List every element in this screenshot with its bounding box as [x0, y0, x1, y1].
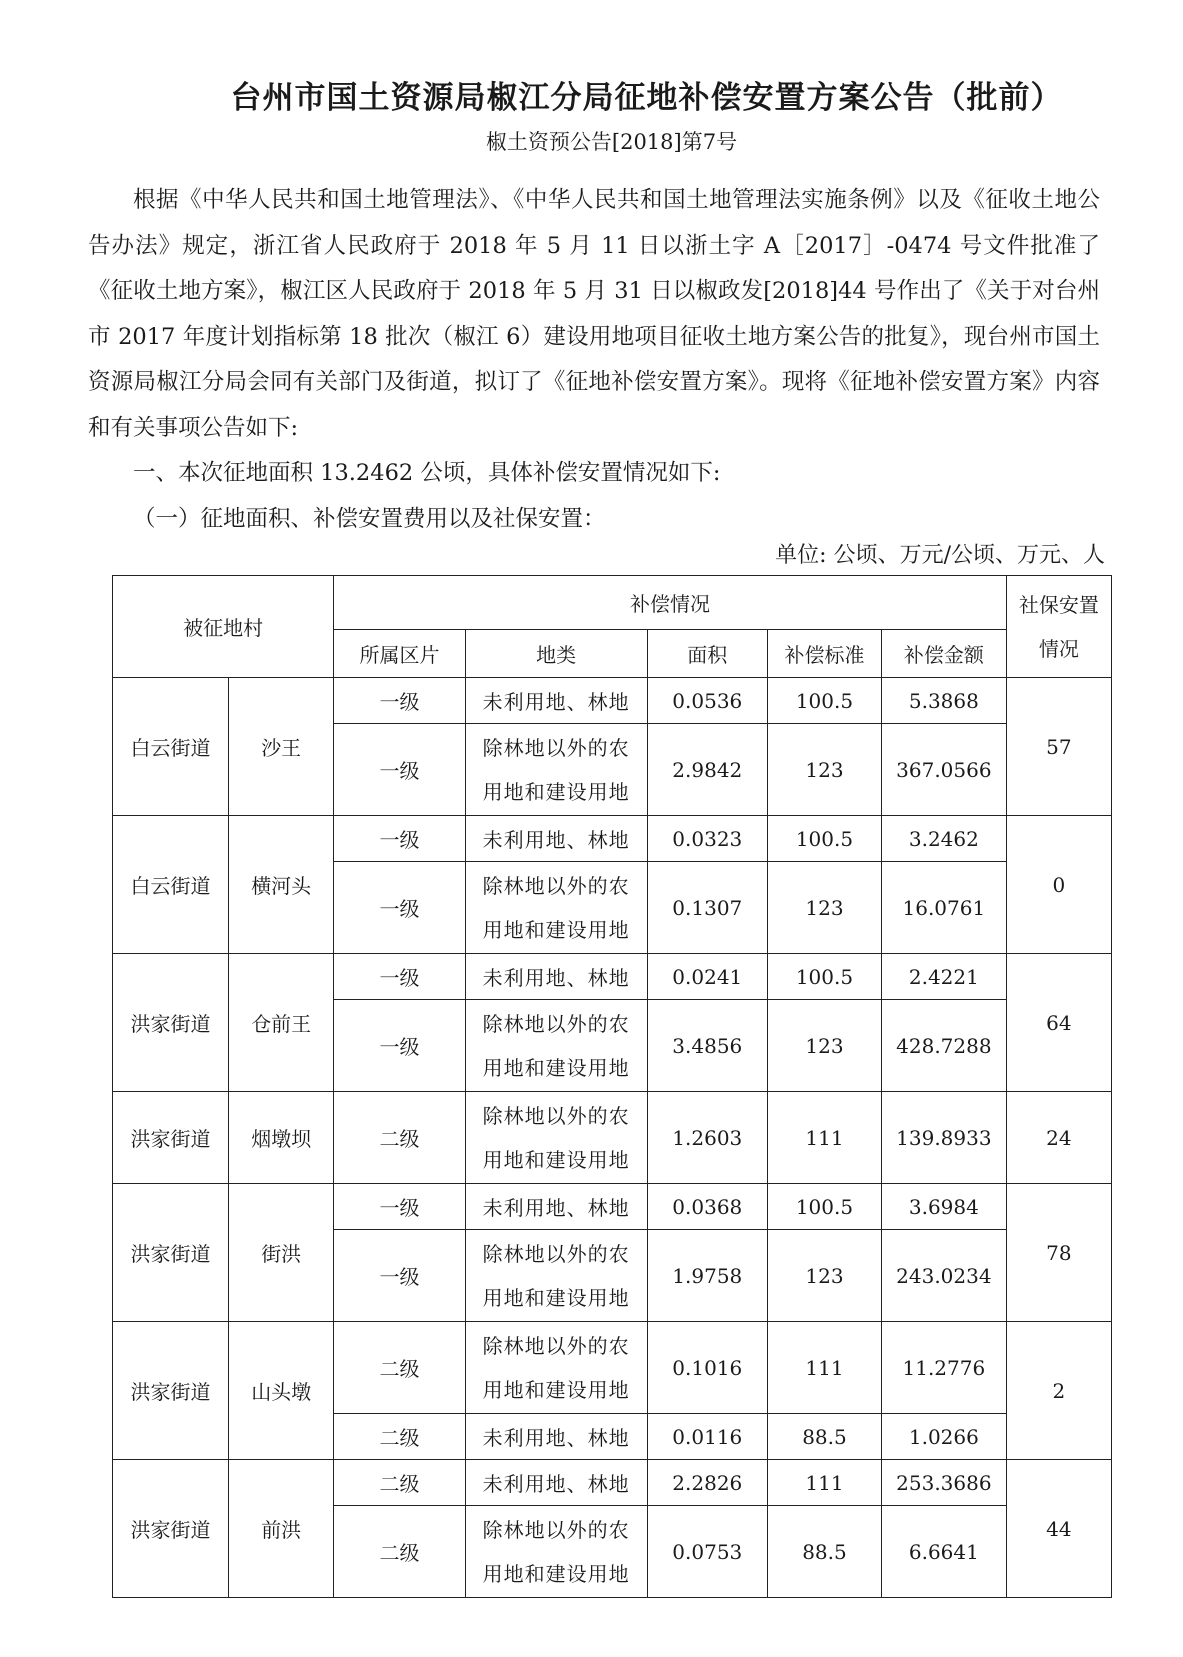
amount-cell: 243.0234: [881, 1230, 1006, 1322]
village-cell: 横河头: [229, 816, 334, 954]
street-cell: 白云街道: [113, 816, 229, 954]
zone-cell: 二级: [334, 1506, 465, 1598]
header-compensation: 补偿情况: [334, 576, 1007, 630]
header-zone: 所属区片: [334, 630, 465, 678]
land-type-cell: 除林地以外的农用地和建设用地: [465, 724, 647, 816]
amount-cell: 428.7288: [881, 1000, 1006, 1092]
zone-cell: 二级: [334, 1414, 465, 1460]
village-cell: 仓前王: [229, 954, 334, 1092]
standard-cell: 123: [768, 1000, 882, 1092]
social-cell: 64: [1006, 954, 1111, 1092]
amount-cell: 11.2776: [881, 1322, 1006, 1414]
land-type-cell: 未利用地、林地: [465, 1460, 647, 1506]
land-type-cell: 除林地以外的农用地和建设用地: [465, 1000, 647, 1092]
amount-cell: 3.6984: [881, 1184, 1006, 1230]
zone-cell: 二级: [334, 1092, 465, 1184]
area-cell: 1.2603: [647, 1092, 767, 1184]
zone-cell: 二级: [334, 1460, 465, 1506]
street-cell: 洪家街道: [113, 1184, 229, 1322]
zone-cell: 一级: [334, 816, 465, 862]
land-type-cell: 未利用地、林地: [465, 678, 647, 724]
compensation-table: [112, 575, 1112, 1598]
area-cell: 0.1016: [647, 1322, 767, 1414]
village-cell: 山头墩: [229, 1322, 334, 1460]
amount-cell: 253.3686: [881, 1460, 1006, 1506]
zone-cell: 一级: [334, 724, 465, 816]
amount-cell: 2.4221: [881, 954, 1006, 1000]
land-type-cell: 除林地以外的农用地和建设用地: [465, 1506, 647, 1598]
area-cell: 1.9758: [647, 1230, 767, 1322]
land-type-cell: 未利用地、林地: [465, 816, 647, 862]
table-row: [113, 1092, 1112, 1184]
zone-cell: 一级: [334, 1230, 465, 1322]
street-cell: 洪家街道: [113, 1322, 229, 1460]
land-type-cell: 除林地以外的农用地和建设用地: [465, 1322, 647, 1414]
zone-cell: 一级: [334, 954, 465, 1000]
land-type-cell: 除林地以外的农用地和建设用地: [465, 1092, 647, 1184]
amount-cell: 1.0266: [881, 1414, 1006, 1460]
village-cell: 前洪: [229, 1460, 334, 1598]
standard-cell: 111: [768, 1092, 882, 1184]
area-cell: 0.0753: [647, 1506, 767, 1598]
area-cell: 2.2826: [647, 1460, 767, 1506]
standard-cell: 123: [768, 862, 882, 954]
standard-cell: 100.5: [768, 816, 882, 862]
social-cell: 44: [1006, 1460, 1111, 1598]
street-cell: 洪家街道: [113, 954, 229, 1092]
land-type-cell: 除林地以外的农用地和建设用地: [465, 862, 647, 954]
section-one: 一、本次征地面积 13.2462 公顷，具体补偿安置情况如下:: [133, 460, 721, 486]
village-cell: 街洪: [229, 1184, 334, 1322]
street-cell: 洪家街道: [113, 1092, 229, 1184]
zone-cell: 一级: [334, 1000, 465, 1092]
doc-number: 椒土资预公告[2018]第7号: [485, 130, 738, 154]
amount-cell: 5.3868: [881, 678, 1006, 724]
land-type-cell: 未利用地、林地: [465, 1414, 647, 1460]
zone-cell: 一级: [334, 1184, 465, 1230]
street-cell: 白云街道: [113, 678, 229, 816]
area-cell: 2.9842: [647, 724, 767, 816]
header-village: 被征地村: [113, 576, 334, 678]
social-cell: 2: [1006, 1322, 1111, 1460]
table-row: [113, 1460, 1112, 1506]
page-title: 台州市国土资源局椒江分局征地补偿安置方案公告（批前）: [230, 80, 1063, 116]
header-standard: 补偿标准: [768, 630, 882, 678]
standard-cell: 100.5: [768, 678, 882, 724]
standard-cell: 88.5: [768, 1414, 882, 1460]
amount-cell: 16.0761: [881, 862, 1006, 954]
area-cell: 0.0536: [647, 678, 767, 724]
area-cell: 0.0368: [647, 1184, 767, 1230]
table-row: [113, 1322, 1112, 1414]
amount-cell: 6.6641: [881, 1506, 1006, 1598]
standard-cell: 100.5: [768, 1184, 882, 1230]
table-row: [113, 816, 1112, 862]
header-social: 社保安置情况: [1006, 576, 1111, 678]
standard-cell: 111: [768, 1322, 882, 1414]
village-cell: 沙王: [229, 678, 334, 816]
village-cell: 烟墩坝: [229, 1092, 334, 1184]
social-cell: 24: [1006, 1092, 1111, 1184]
standard-cell: 123: [768, 724, 882, 816]
area-cell: 0.0241: [647, 954, 767, 1000]
subsection-one: （一）征地面积、补偿安置费用以及社保安置：: [133, 505, 606, 532]
table-row: [113, 954, 1112, 1000]
standard-cell: 100.5: [768, 954, 882, 1000]
standard-cell: 123: [768, 1230, 882, 1322]
header-area: 面积: [647, 630, 767, 678]
intro-paragraph: 根据《中华人民共和国土地管理法》、《中华人民共和国土地管理法实施条例》以及《征收土地公告办法》规定，浙江省人民政府于 2018 年 5 月 11 日以浙土字 A［2017］-0474 号文件批准了《征收土地方案》，椒江区人民政府于 2018 年 5 月 31 日以椒政发[2018]44 号作出了《关于对台州市 2017 年度计划指标第 18 批次（椒江 6）建设用地项目征收土地方案公告的批复》，现台州市国土资源局椒江分局会同有关部门及街道，拟订了《征地补偿安置方案》。现将《征地补偿安置方案》内容和有关事项公告如下:: [88, 187, 1100, 441]
area-cell: 0.0116: [647, 1414, 767, 1460]
area-cell: 3.4856: [647, 1000, 767, 1092]
zone-cell: 一级: [334, 862, 465, 954]
table-row: [113, 678, 1112, 724]
unit-note: 单位: 公顷、万元/公顷、万元、人: [775, 543, 1105, 568]
zone-cell: 二级: [334, 1322, 465, 1414]
amount-cell: 139.8933: [881, 1092, 1006, 1184]
standard-cell: 111: [768, 1460, 882, 1506]
header-land-type: 地类: [465, 630, 647, 678]
amount-cell: 3.2462: [881, 816, 1006, 862]
area-cell: 0.0323: [647, 816, 767, 862]
table-row: [113, 1184, 1112, 1230]
standard-cell: 88.5: [768, 1506, 882, 1598]
zone-cell: 一级: [334, 678, 465, 724]
land-type-cell: 未利用地、林地: [465, 1184, 647, 1230]
amount-cell: 367.0566: [881, 724, 1006, 816]
social-cell: 57: [1006, 678, 1111, 816]
header-amount: 补偿金额: [881, 630, 1006, 678]
announcement-body: [88, 178, 1100, 542]
land-type-cell: 除林地以外的农用地和建设用地: [465, 1230, 647, 1322]
social-cell: 78: [1006, 1184, 1111, 1322]
social-cell: 0: [1006, 816, 1111, 954]
area-cell: 0.1307: [647, 862, 767, 954]
street-cell: 洪家街道: [113, 1460, 229, 1598]
land-type-cell: 未利用地、林地: [465, 954, 647, 1000]
